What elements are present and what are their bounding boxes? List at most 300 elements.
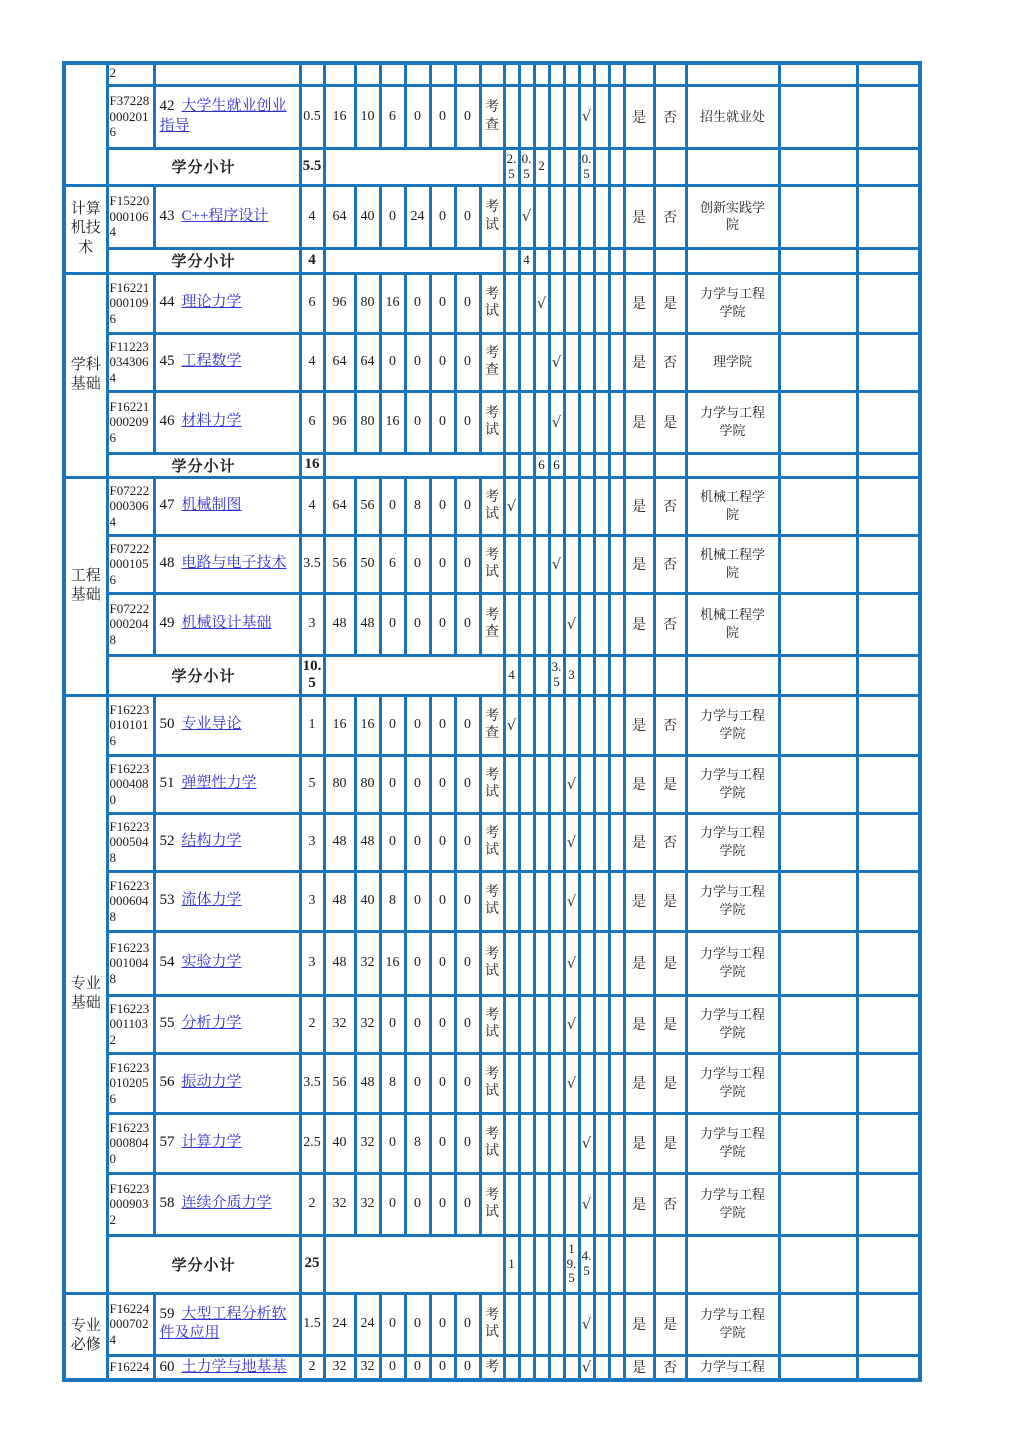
course-row	[64, 1053, 920, 1113]
course-number: 45	[159, 353, 175, 370]
semester-cell	[504, 63, 519, 85]
course-code-cell: F162230009032	[107, 1173, 154, 1235]
hours-cell: 0	[405, 1053, 430, 1113]
degree-course-flag-cell: 是	[624, 695, 654, 755]
degree-course-flag-cell: 是	[654, 273, 686, 333]
credit-cell: 3	[300, 931, 324, 995]
semester-cell	[609, 755, 624, 813]
category-cell: 计算机技术	[64, 185, 107, 273]
course-name-cell	[154, 477, 300, 535]
semester-cell	[534, 695, 549, 755]
subtotal-semester-cell: 19.5	[564, 1235, 579, 1293]
hours-cell: 0	[380, 185, 405, 248]
semester-checkmark: √	[564, 871, 579, 931]
department-name: 力学与工程	[699, 1359, 765, 1375]
subtotal-row	[64, 148, 920, 185]
subtotal-row	[64, 453, 920, 477]
semester-checkmark: √	[549, 391, 564, 453]
hours-cell: 32	[355, 1113, 380, 1173]
credit-cell: 2	[300, 995, 324, 1053]
credit-cell: 2	[300, 1355, 324, 1380]
semester-cell	[504, 755, 519, 813]
exam-type-cell: 考试	[480, 185, 504, 248]
semester-cell	[519, 593, 534, 655]
semester-checkmark: √	[549, 333, 564, 391]
course-name-link[interactable]: 机械设计基础	[181, 615, 272, 632]
hours-cell: 0	[430, 1293, 455, 1355]
subtotal-semester-cell: 4	[504, 655, 519, 695]
empty-cell	[779, 1355, 857, 1380]
hours-cell: 0	[380, 1355, 405, 1380]
semester-cell	[504, 273, 519, 333]
semester-cell	[519, 871, 534, 931]
empty-cell	[779, 63, 857, 85]
course-name-link[interactable]: 实验力学	[181, 954, 242, 971]
semester-cell	[609, 1355, 624, 1380]
semester-cell	[564, 1355, 579, 1380]
course-row	[64, 333, 920, 391]
hours-cell: 48	[324, 871, 355, 931]
hours-cell: 0	[455, 931, 480, 995]
empty-cell	[857, 453, 920, 477]
hours-cell: 0	[380, 1293, 405, 1355]
hours-cell: 56	[324, 535, 355, 593]
degree-course-flag-cell: 否	[654, 813, 686, 871]
semester-cell	[549, 1053, 564, 1113]
semester-cell	[504, 871, 519, 931]
semester-cell	[519, 755, 534, 813]
subtotal-semester-cell	[579, 655, 594, 695]
department-cell	[686, 535, 779, 593]
hours-cell: 16	[324, 695, 355, 755]
empty-cell	[779, 931, 857, 995]
empty-cell	[779, 593, 857, 655]
hours-cell: 16	[380, 273, 405, 333]
semester-cell	[549, 63, 564, 85]
semester-cell	[519, 391, 534, 453]
semester-cell	[609, 185, 624, 248]
hours-cell: 0	[430, 1053, 455, 1113]
course-number: 52	[159, 833, 175, 850]
course-code-cell: 2	[107, 63, 154, 85]
course-name-link[interactable]: 大型工程分析软件及应用	[159, 1305, 287, 1341]
semester-cell	[564, 477, 579, 535]
department-name: 力学与工程学院	[699, 825, 765, 858]
department-name: 机械工程学院	[699, 547, 765, 580]
credit-cell: 4	[300, 185, 324, 248]
hours-cell: 0	[405, 931, 430, 995]
empty-cell	[857, 995, 920, 1053]
empty-cell	[857, 1293, 920, 1355]
hours-cell: 0	[380, 1173, 405, 1235]
credit-cell: 3	[300, 593, 324, 655]
semester-cell	[609, 535, 624, 593]
credit-cell: 2.5	[300, 1113, 324, 1173]
semester-cell	[594, 185, 609, 248]
course-name-link[interactable]: 结构力学	[181, 833, 242, 850]
course-code-cell: F162230011032	[107, 995, 154, 1053]
credit-cell: 6	[300, 391, 324, 453]
semester-cell	[534, 185, 549, 248]
course-name-cell	[154, 695, 300, 755]
course-name-cell	[154, 995, 300, 1053]
degree-course-flag-cell: 是	[654, 1053, 686, 1113]
semester-cell	[534, 1053, 549, 1113]
exam-type-cell: 考试	[480, 1113, 504, 1173]
hours-cell: 56	[324, 1053, 355, 1113]
hours-cell: 0	[430, 755, 455, 813]
degree-course-flag-cell: 否	[654, 593, 686, 655]
exam-type-cell: 考试	[480, 755, 504, 813]
semester-cell	[549, 1173, 564, 1235]
course-number: 57	[159, 1134, 175, 1151]
hours-cell: 48	[324, 593, 355, 655]
course-name-cell	[154, 85, 300, 148]
semester-cell	[564, 85, 579, 148]
empty-cell	[857, 477, 920, 535]
hours-cell: 0	[455, 1173, 480, 1235]
semester-cell	[609, 1113, 624, 1173]
course-row	[64, 273, 920, 333]
category-cell: 专业基础	[64, 695, 107, 1293]
degree-course-flag-cell: 否	[654, 477, 686, 535]
semester-cell	[519, 273, 534, 333]
course-name-link[interactable]: 机械制图	[181, 497, 242, 514]
degree-course-flag-cell: 是	[654, 391, 686, 453]
subtotal-semester-cell	[519, 1235, 534, 1293]
department-name: 力学与工程学院	[699, 946, 765, 979]
hours-cell: 0	[380, 813, 405, 871]
hours-cell: 40	[355, 185, 380, 248]
semester-cell	[579, 593, 594, 655]
hours-cell: 0	[430, 333, 455, 391]
department-cell	[686, 273, 779, 333]
hours-cell: 10	[355, 85, 380, 148]
semester-cell	[504, 995, 519, 1053]
course-number: 42	[159, 98, 175, 114]
department-cell	[686, 453, 779, 477]
subtotal-semester-cell	[609, 1235, 624, 1293]
hours-cell: 0	[430, 813, 455, 871]
semester-cell	[594, 995, 609, 1053]
semester-cell	[504, 1173, 519, 1235]
subtotal-semester-cell	[549, 248, 564, 273]
course-row	[64, 85, 920, 148]
hours-cell: 0	[405, 85, 430, 148]
course-name-link[interactable]: 电路与电子技术	[181, 555, 287, 572]
course-number: 49	[159, 615, 175, 632]
degree-course-flag-cell: 是	[624, 1113, 654, 1173]
empty-cell	[857, 813, 920, 871]
subtotal-label-cell: 学分小计	[107, 148, 300, 185]
semester-cell	[609, 273, 624, 333]
department-name: 力学与工程学院	[699, 1187, 765, 1220]
course-number: 44	[159, 294, 175, 311]
hours-cell: 32	[324, 1355, 355, 1380]
semester-cell	[504, 1293, 519, 1355]
department-cell	[686, 148, 779, 185]
empty-cell	[779, 655, 857, 695]
hours-cell: 0	[430, 871, 455, 931]
course-code-cell: F152200001064	[107, 185, 154, 248]
exam-type-cell: 考试	[480, 931, 504, 995]
subtotal-semester-cell: 4	[519, 248, 534, 273]
course-code-cell: F112230343064	[107, 333, 154, 391]
semester-cell	[579, 333, 594, 391]
semester-cell	[564, 1113, 579, 1173]
exam-type-cell: 考试	[480, 871, 504, 931]
empty-cell	[857, 755, 920, 813]
semester-checkmark: √	[579, 1355, 594, 1380]
semester-cell	[594, 85, 609, 148]
semester-checkmark: √	[564, 813, 579, 871]
semester-cell	[534, 535, 549, 593]
degree-course-flag-cell: 是	[624, 535, 654, 593]
course-code-cell: F162230010048	[107, 931, 154, 995]
exam-type-cell: 考试	[480, 813, 504, 871]
subtotal-semester-cell	[504, 248, 519, 273]
hours-cell: 48	[324, 931, 355, 995]
subtotal-semester-cell	[549, 148, 564, 185]
subtotal-semester-cell: 3	[564, 655, 579, 695]
hours-cell: 32	[324, 995, 355, 1053]
department-cell	[686, 755, 779, 813]
semester-cell	[609, 391, 624, 453]
degree-course-flag-cell	[654, 655, 686, 695]
hours-cell	[355, 63, 380, 85]
course-number: 58	[159, 1195, 175, 1212]
degree-course-flag-cell	[654, 1235, 686, 1293]
course-name-cell	[154, 755, 300, 813]
subtotal-label-cell: 学分小计	[107, 1235, 300, 1293]
semester-cell	[534, 931, 549, 995]
semester-cell	[594, 871, 609, 931]
subtotal-semester-cell	[594, 1235, 609, 1293]
curriculum-table-body	[64, 63, 920, 1380]
empty-cell	[857, 1113, 920, 1173]
semester-cell	[549, 85, 564, 148]
degree-course-flag-cell	[654, 248, 686, 273]
degree-course-flag-cell: 是	[624, 1293, 654, 1355]
empty-cell	[857, 1235, 920, 1293]
hours-cell: 0	[405, 871, 430, 931]
department-cell	[686, 477, 779, 535]
hours-cell: 16	[324, 85, 355, 148]
category-cell	[64, 63, 107, 185]
empty-cell	[779, 1113, 857, 1173]
course-name-link[interactable]: 理论力学	[181, 294, 242, 311]
semester-checkmark: √	[549, 535, 564, 593]
empty-cell	[857, 333, 920, 391]
hours-cell: 32	[355, 995, 380, 1053]
course-name-cell	[154, 871, 300, 931]
semester-cell	[609, 593, 624, 655]
subtotal-semester-cell	[609, 655, 624, 695]
semester-cell	[594, 63, 609, 85]
credit-cell: 3.5	[300, 535, 324, 593]
credit-cell: 3	[300, 813, 324, 871]
semester-cell	[579, 273, 594, 333]
course-name-link[interactable]: 计算力学	[181, 1134, 242, 1151]
exam-type-cell: 考试	[480, 477, 504, 535]
empty-cell	[779, 248, 857, 273]
course-name-link[interactable]: 振动力学	[181, 1074, 242, 1091]
degree-course-flag-cell: 否	[654, 85, 686, 148]
course-name-link[interactable]: 分析力学	[181, 1015, 242, 1032]
hours-cell: 8	[380, 1053, 405, 1113]
empty-cell	[857, 593, 920, 655]
empty-cell	[857, 1053, 920, 1113]
empty-cell	[857, 63, 920, 85]
degree-course-flag-cell: 是	[624, 477, 654, 535]
course-code-cell: F072220003064	[107, 477, 154, 535]
semester-cell	[504, 1113, 519, 1173]
merged-empty-cell	[324, 453, 504, 477]
degree-course-flag-cell: 是	[624, 333, 654, 391]
course-number: 50	[159, 716, 175, 733]
course-name-link[interactable]: 专业导论	[181, 716, 242, 733]
hours-cell: 0	[405, 695, 430, 755]
department-cell	[686, 1053, 779, 1113]
course-code-cell: F162240007024	[107, 1293, 154, 1355]
hours-cell: 48	[355, 593, 380, 655]
subtotal-semester-cell	[564, 248, 579, 273]
semester-cell	[609, 1173, 624, 1235]
category-cell: 工程基础	[64, 477, 107, 695]
course-name-link[interactable]: 材料力学	[181, 413, 242, 430]
course-name-cell	[154, 535, 300, 593]
semester-checkmark: √	[534, 273, 549, 333]
semester-cell	[534, 1173, 549, 1235]
empty-cell	[779, 1053, 857, 1113]
hours-cell: 0	[455, 1355, 480, 1380]
hours-cell: 8	[405, 477, 430, 535]
semester-cell	[549, 185, 564, 248]
course-name-link[interactable]: 流体力学	[181, 892, 242, 909]
course-name-link[interactable]: C++程序设计	[181, 207, 269, 224]
semester-cell	[564, 535, 579, 593]
semester-cell	[519, 931, 534, 995]
hours-cell: 0	[455, 813, 480, 871]
hours-cell: 0	[455, 593, 480, 655]
hours-cell: 64	[324, 333, 355, 391]
subtotal-semester-cell: 0.5	[519, 148, 534, 185]
hours-cell: 80	[324, 755, 355, 813]
exam-type-cell: 考试	[480, 1053, 504, 1113]
degree-course-flag-cell: 是	[624, 755, 654, 813]
semester-cell	[519, 85, 534, 148]
semester-cell	[549, 593, 564, 655]
semester-cell	[594, 593, 609, 655]
degree-course-flag-cell: 否	[654, 333, 686, 391]
hours-cell: 0	[380, 995, 405, 1053]
semester-cell	[609, 1293, 624, 1355]
degree-course-flag-cell: 是	[654, 931, 686, 995]
exam-type-cell: 考试	[480, 995, 504, 1053]
hours-cell: 40	[355, 871, 380, 931]
course-name-cell	[154, 1173, 300, 1235]
department-name: 力学与工程学院	[699, 1307, 765, 1340]
empty-cell	[857, 273, 920, 333]
degree-course-flag-cell	[624, 248, 654, 273]
subtotal-semester-cell: 6	[534, 453, 549, 477]
exam-type-cell: 考试	[480, 391, 504, 453]
hours-cell: 0	[380, 477, 405, 535]
category-cell: 专业必修	[64, 1293, 107, 1380]
hours-cell: 0	[405, 813, 430, 871]
hours-cell: 64	[324, 477, 355, 535]
semester-cell	[579, 1053, 594, 1113]
degree-course-flag-cell: 是	[624, 593, 654, 655]
empty-cell	[857, 391, 920, 453]
course-row	[64, 871, 920, 931]
hours-cell: 0	[430, 1173, 455, 1235]
semester-cell	[594, 931, 609, 995]
semester-cell	[519, 63, 534, 85]
degree-course-flag-cell	[624, 63, 654, 85]
exam-type-cell	[480, 63, 504, 85]
hours-cell: 16	[380, 391, 405, 453]
semester-cell	[504, 535, 519, 593]
course-row	[64, 1293, 920, 1355]
subtotal-semester-cell	[534, 1235, 549, 1293]
course-name-link[interactable]: 弹塑性力学	[181, 775, 257, 792]
hours-cell: 0	[405, 1355, 430, 1380]
course-name-link[interactable]: 大学生就业创业指导	[159, 98, 287, 134]
credit-cell: 2	[300, 1173, 324, 1235]
semester-cell	[579, 63, 594, 85]
semester-cell	[594, 535, 609, 593]
credit-cell: 5	[300, 755, 324, 813]
semester-cell	[519, 1355, 534, 1380]
semester-checkmark: √	[579, 85, 594, 148]
subtotal-semester-cell	[504, 453, 519, 477]
merged-empty-cell	[324, 655, 504, 695]
department-cell	[686, 1173, 779, 1235]
semester-cell	[579, 535, 594, 593]
credit-cell: 1.5	[300, 1293, 324, 1355]
empty-cell	[779, 148, 857, 185]
course-name-cell	[154, 1293, 300, 1355]
hours-cell: 0	[430, 1355, 455, 1380]
subtotal-semester-cell: 4.5	[579, 1235, 594, 1293]
course-name-cell	[154, 813, 300, 871]
semester-cell	[564, 333, 579, 391]
semester-cell	[609, 85, 624, 148]
degree-course-flag-cell: 是	[654, 1113, 686, 1173]
course-name-link[interactable]: 土力学与地基基	[181, 1358, 287, 1375]
degree-course-flag-cell	[654, 63, 686, 85]
subtotal-semester-cell	[564, 453, 579, 477]
subtotal-semester-cell	[564, 148, 579, 185]
hours-cell: 0	[455, 185, 480, 248]
degree-course-flag-cell: 是	[654, 1293, 686, 1355]
semester-cell	[519, 1293, 534, 1355]
department-cell	[686, 85, 779, 148]
exam-type-cell: 考查	[480, 593, 504, 655]
hours-cell: 16	[355, 695, 380, 755]
subtotal-semester-cell	[594, 148, 609, 185]
hours-cell: 0	[380, 755, 405, 813]
degree-course-flag-cell: 是	[624, 185, 654, 248]
semester-cell	[549, 813, 564, 871]
semester-checkmark: √	[579, 1173, 594, 1235]
course-name-link[interactable]: 工程数学	[181, 353, 242, 370]
department-cell	[686, 63, 779, 85]
semester-cell	[609, 995, 624, 1053]
course-name-link[interactable]: 连续介质力学	[181, 1195, 272, 1212]
department-name: 创新实践学院	[699, 199, 765, 233]
